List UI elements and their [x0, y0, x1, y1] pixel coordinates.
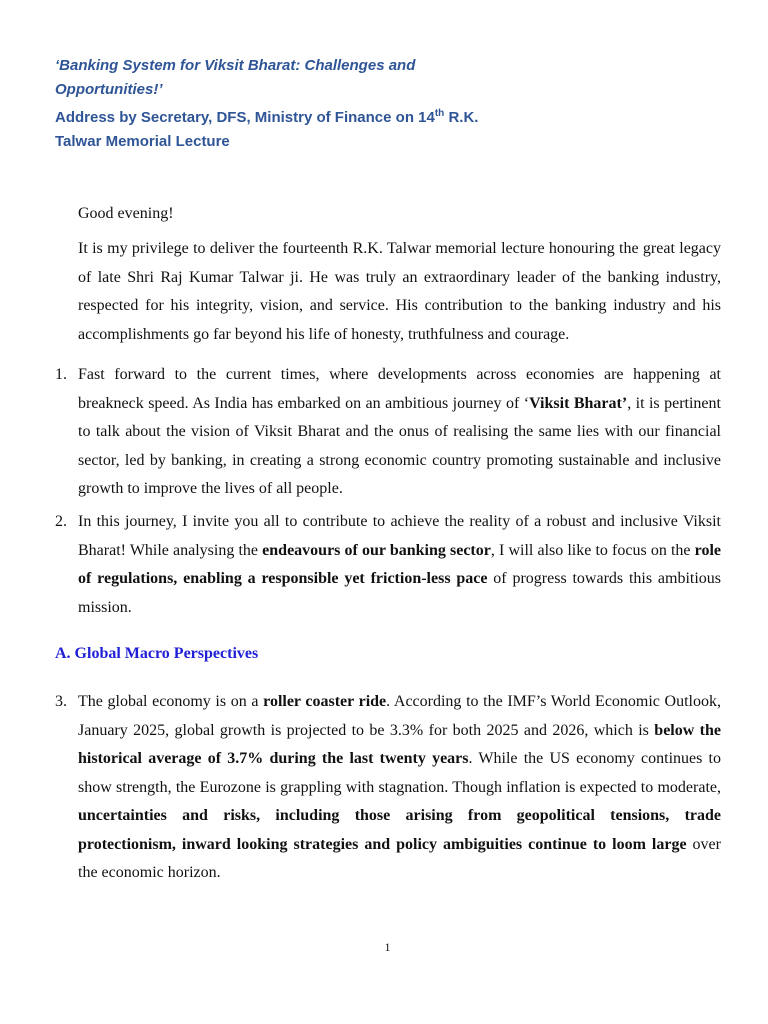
list-item — [55, 688, 721, 888]
list-item — [55, 361, 721, 504]
bold-run: below the historical average of 3.7% during the last twenty years — [78, 721, 722, 767]
text-run: , it is pertinent to talk about the vision of Viksit Bharat and the onus of realising the same lies with our financial sector, led by banking, in creating a strong economic country promoting sustainable and inclusive growth to improve the lives of all people. — [78, 394, 721, 497]
bold-run: Viksit Bharat’ — [529, 394, 628, 412]
document-header — [55, 54, 655, 154]
list-item-text — [78, 361, 721, 504]
address-suffix: R.K. — [444, 109, 479, 126]
list-item-number: 2. — [55, 513, 67, 530]
text-run: . While the US economy continues to show strength, the Eurozone is grappling with stagnation. Though inflation is expected to moderate, — [78, 750, 721, 796]
address-line-1 — [55, 106, 655, 130]
list-item-number: 1. — [55, 366, 67, 383]
list-item — [55, 508, 721, 622]
intro-paragraph: It is my privilege to deliver the fourteenth R.K. Talwar memorial lecture honouring the great legacy of late Shri Raj Kumar Talwar ji. He was truly an extraordinary leader of the banking industry, respected for his integrity, vision, and service. His contribution to the banking industry and his accomplishments go far beyond his life of honesty, truthfulness and courage. — [78, 240, 721, 343]
title-line-1: ‘Banking System for Viksit Bharat: Challenges and — [55, 57, 416, 74]
list-item-text — [78, 508, 721, 622]
address-line-2: Talwar Memorial Lecture — [55, 133, 230, 150]
text-run: , I will also like to focus on the — [490, 541, 695, 559]
greeting: Good evening! — [78, 205, 174, 222]
text-run: The global economy is on a — [78, 693, 264, 710]
text-run: over the economic horizon. — [78, 835, 721, 881]
bold-run: endeavours of our banking sector — [262, 541, 491, 559]
address-text: Address by Secretary, DFS, Ministry of Finance on 14 — [55, 109, 435, 126]
text-run: Fast forward to the current times, where developments across economies are happening at breakneck speed. As India has embarked on an ambitious journey of ‘ — [78, 366, 721, 412]
page-number: 1 — [384, 940, 391, 954]
address-superscript: th — [434, 108, 445, 119]
section-heading: A. Global Macro Perspectives — [55, 645, 259, 662]
bold-run: uncertainties and risks, including those arising from geopolitical tensions, trade protectionism, inward looking strategies and policy ambiguities continue to loom large — [78, 807, 721, 853]
list-item-number: 3. — [55, 693, 67, 710]
text-run: of progress towards this ambitious mission. — [78, 570, 722, 616]
bold-run: roller coaster ride — [263, 693, 387, 710]
title-line-2: Opportunities!’ — [55, 81, 163, 98]
text-run: In this journey, I invite you all to contribute to achieve the reality of a robust and inclusive Viksit Bharat! While analysing the — [78, 513, 721, 559]
list-item-text — [78, 688, 721, 888]
text-run: . According to the IMF’s World Economic Outlook, January 2025, global growth is projected to be 3.3% for both 2025 and 2026, which is — [78, 693, 721, 739]
bold-run: role of regulations, enabling a responsible yet friction-less pace — [78, 541, 722, 587]
